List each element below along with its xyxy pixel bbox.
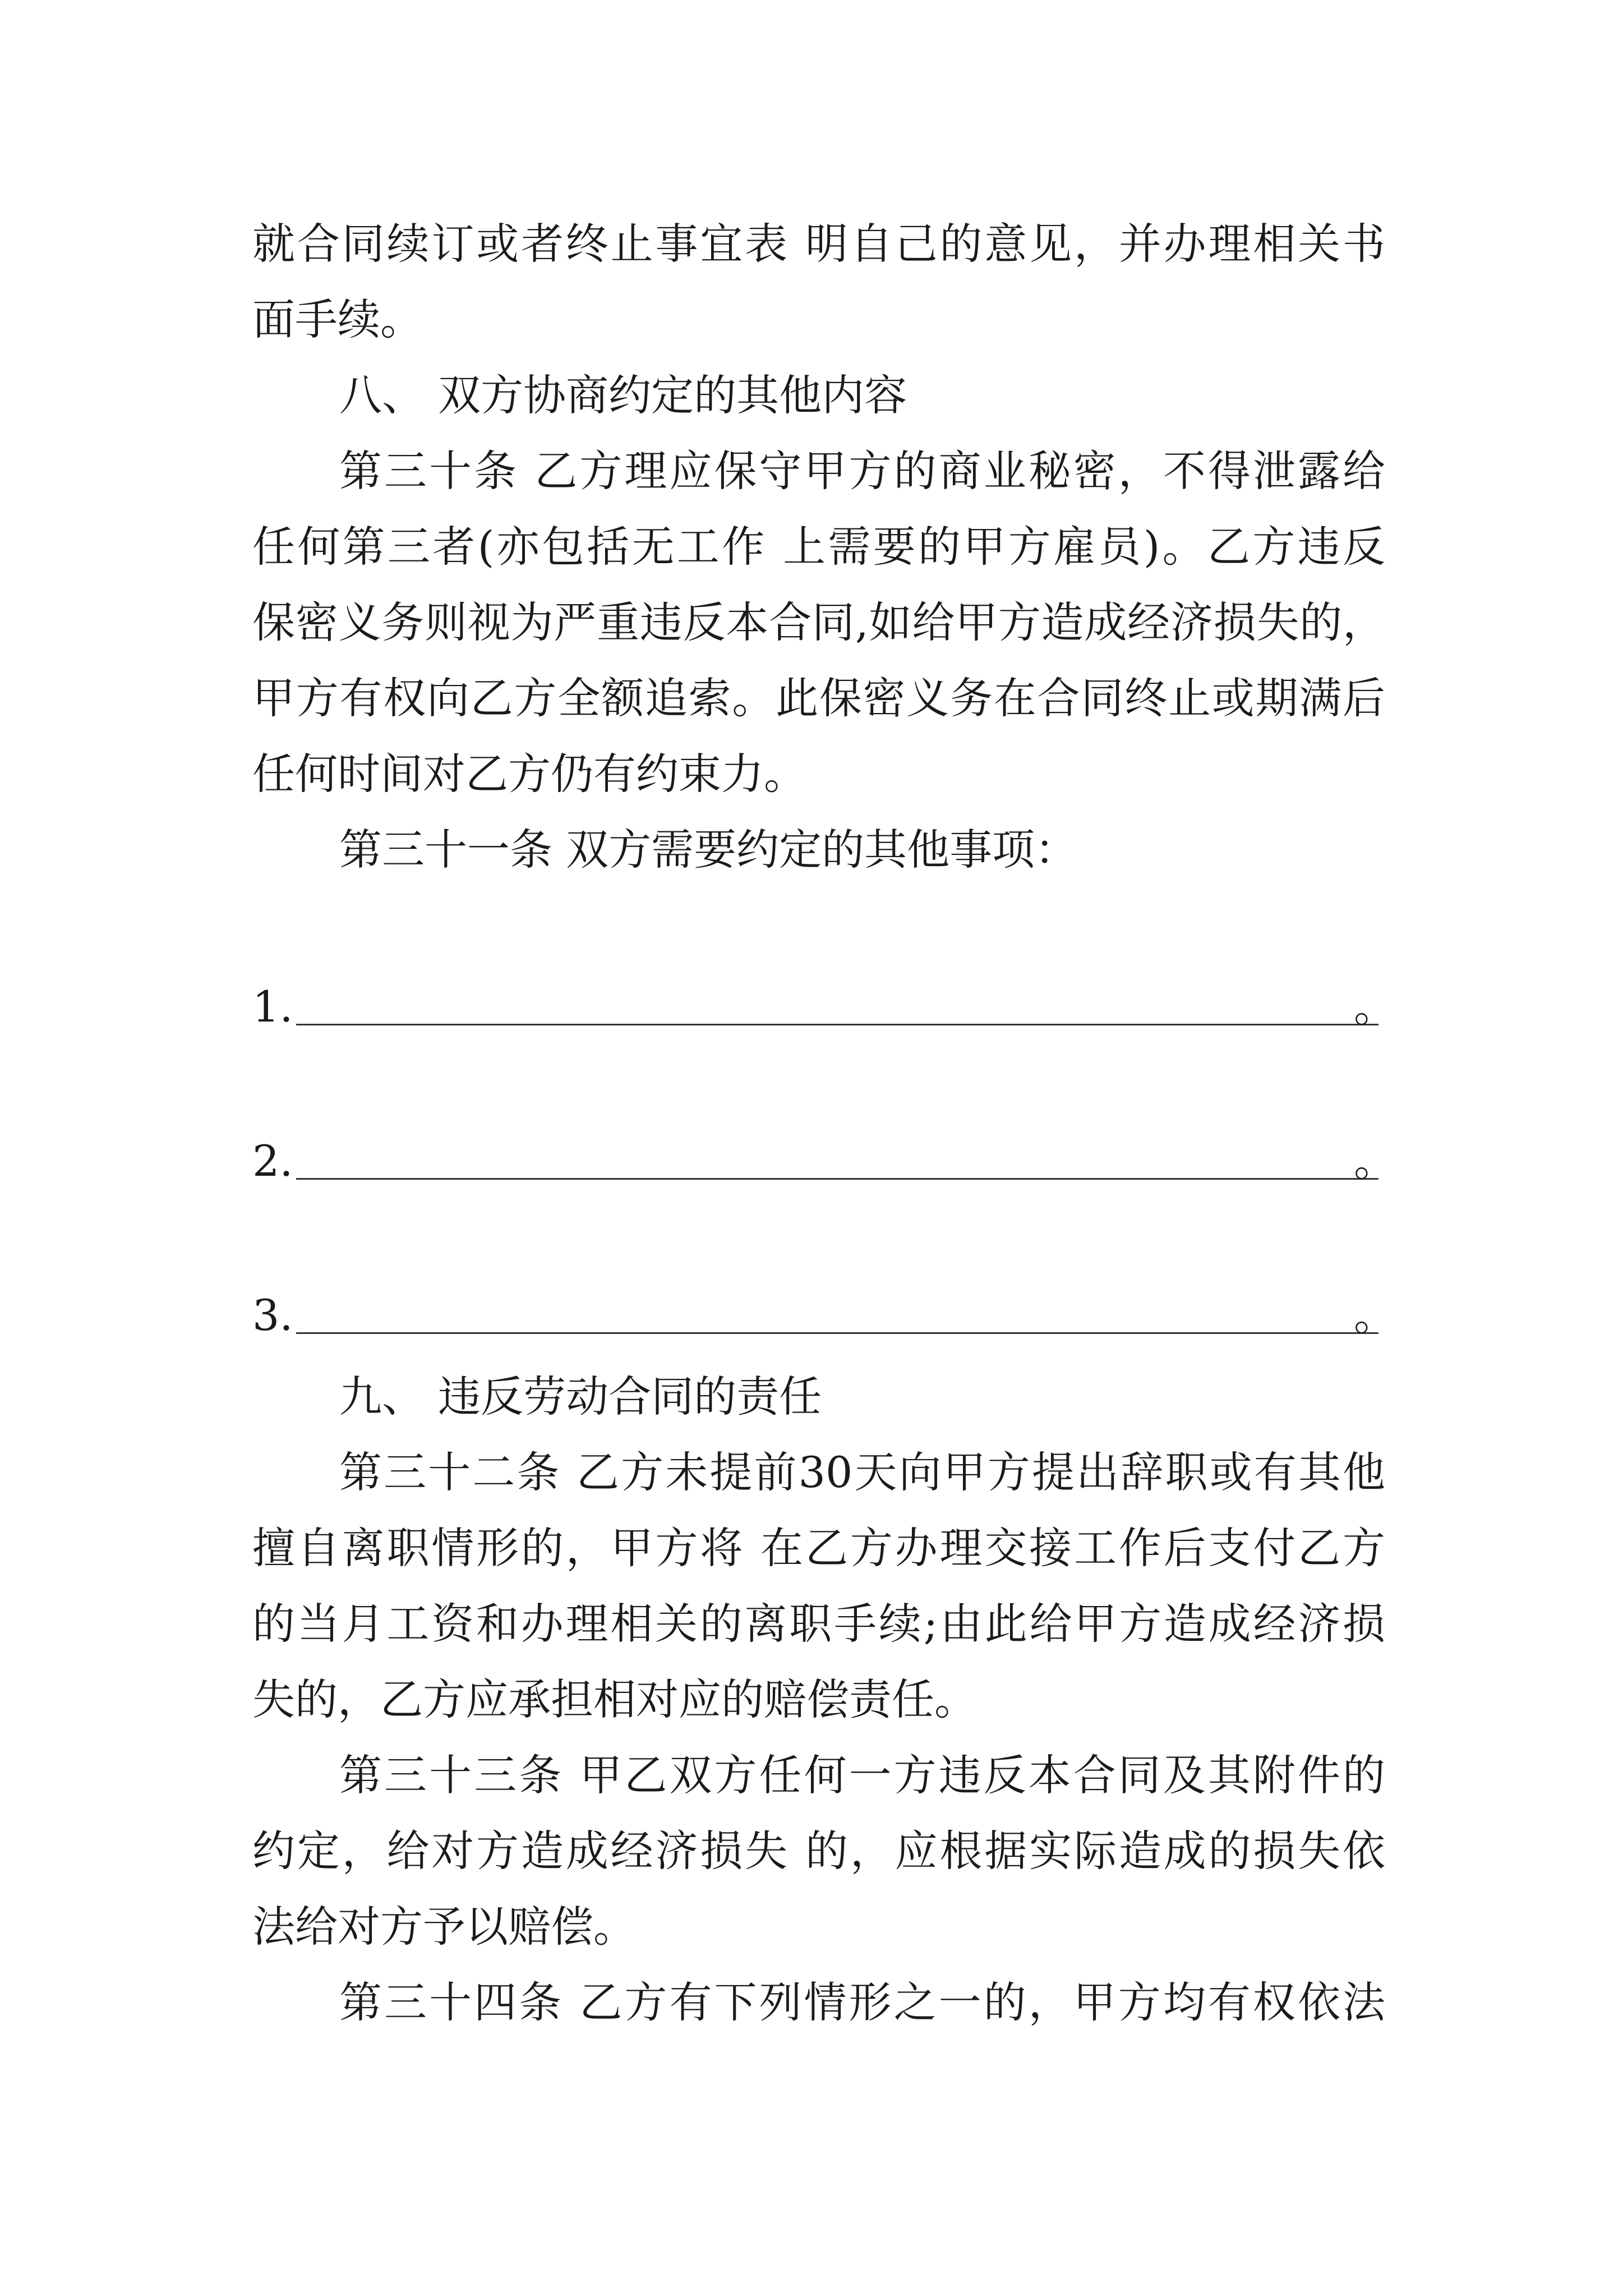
fill-in-blank-3[interactable]	[252, 1285, 1396, 1346]
text-line: 约定，给对方造成经济损失 的，应根据实际造成的损失依	[252, 1826, 1385, 1876]
blank-number: 3.	[252, 1290, 293, 1340]
blank-number: 2.	[252, 1136, 293, 1186]
text-line: 法给对方予以赔偿。	[252, 1902, 636, 1952]
text-line: 第三十二条 乙方未提前30天向甲方提出辞职或有其他	[339, 1447, 1385, 1497]
fill-in-blank-1[interactable]	[252, 976, 1396, 1038]
blank-underline[interactable]	[296, 1332, 1378, 1334]
text-line: 失的，乙方应承担相对应的赔偿责任。	[252, 1674, 977, 1724]
text-line: 面手续。	[252, 295, 423, 344]
text-line: 第三十条 乙方理应保守甲方的商业秘密，不得泄露给	[339, 446, 1385, 496]
text-line: 任何第三者(亦包括无工作 上需要的甲方雇员)。乙方违反	[252, 522, 1385, 572]
text-line: 第三十三条 甲乙双方任何一方违反本合同及其附件的	[339, 1750, 1385, 1800]
text-line: 甲方有权向乙方全额追索。此保密义务在合同终止或期满后	[252, 673, 1385, 723]
blank-number: 1.	[252, 982, 293, 1032]
blank-end-mark: 。	[1354, 1290, 1396, 1340]
text-line: 任何时间对乙方仍有约束力。	[252, 749, 806, 799]
text-line: 第三十一条 双方需要约定的其他事项：	[339, 825, 1078, 875]
section-heading: 九、 违反劳动合同的责任	[339, 1372, 822, 1421]
text-line: 就合同续订或者终止事宜表 明自己的意见，并办理相关书	[252, 219, 1385, 269]
text-line: 擅自离职情形的，甲方将 在乙方办理交接工作后支付乙方	[252, 1523, 1385, 1573]
text-line: 的当月工资和办理相关的离职手续;由此给甲方造成经济损	[252, 1599, 1385, 1649]
text-line: 第三十四条 乙方有下列情形之一的，甲方均有权依法	[339, 1977, 1385, 2027]
blank-end-mark: 。	[1354, 982, 1396, 1032]
text-line: 保密义务则视为严重违反本合同,如给甲方造成经济损失的，	[252, 597, 1385, 647]
section-heading: 八、 双方协商约定的其他内容	[339, 370, 907, 420]
blank-underline[interactable]	[296, 1178, 1378, 1180]
blank-end-mark: 。	[1354, 1136, 1396, 1186]
blank-underline[interactable]	[296, 1024, 1378, 1025]
fill-in-blank-2[interactable]	[252, 1130, 1396, 1192]
